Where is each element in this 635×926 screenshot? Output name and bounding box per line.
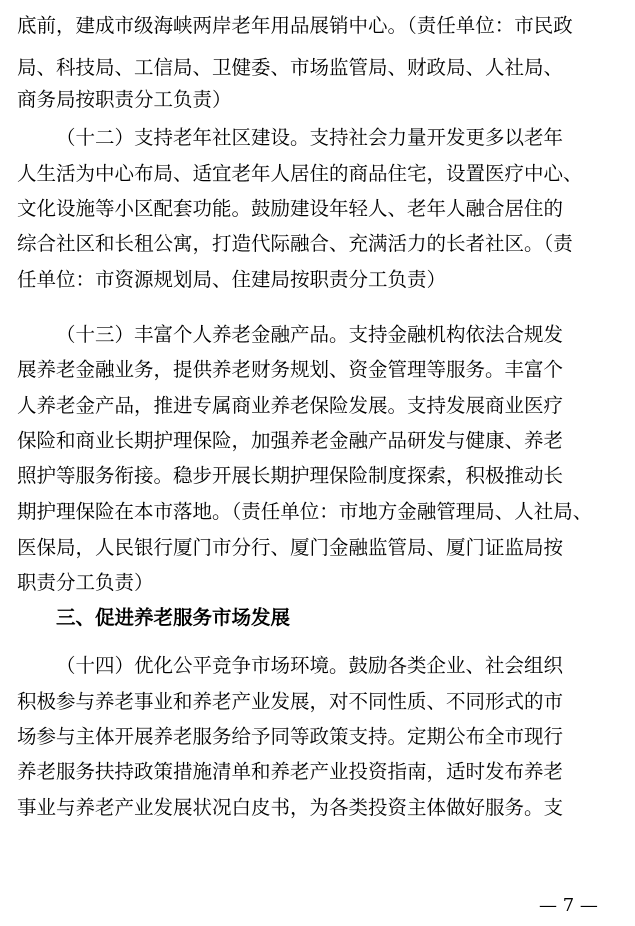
paragraph-12-title-line: （十二）支持老年社区建设。支持社会力量开发更多以老年: [56, 126, 564, 149]
text-line: 积极参与养老事业和养老产业发展，对不同性质、不同形式的市: [17, 690, 564, 713]
text-line: 人养老金产品，推进专属商业养老保险发展。支持发展商业医疗: [17, 394, 564, 417]
text-line: 事业与养老产业发展状况白皮书，为各类投资主体做好服务。支: [17, 796, 564, 819]
text-line: 局、科技局、工信局、卫健委、市场监管局、财政局、人社局、: [17, 56, 564, 79]
text-line: 医保局，人民银行厦门市分行、厦门金融监管局、厦门证监局按: [17, 536, 564, 559]
text-line: 展养老金融业务，提供养老财务规划、资金管理等服务。丰富个: [17, 358, 564, 381]
text-line: 职责分工负责）: [17, 571, 154, 594]
text-line: 养老服务扶持政策措施清单和养老产业投资指南，适时发布养老: [17, 760, 564, 783]
text-line: 人生活为中心布局、适宜老年人居住的商品住宅，设置医疗中心、: [17, 162, 583, 185]
text-line: 底前，建成市级海峡两岸老年用品展销中心。（责任单位：市民政: [17, 14, 573, 37]
paragraph-13-title-line: （十三）丰富个人养老金融产品。支持金融机构依法合规发: [56, 323, 564, 346]
paragraph-14-title-line: （十四）优化公平竞争市场环境。鼓励各类企业、社会组织: [56, 654, 564, 677]
text-line: 综合社区和长租公寓，打造代际融合、充满活力的长者社区。（责: [17, 232, 573, 255]
section-heading: 三、促进养老服务市场发展: [56, 606, 291, 629]
text-line: 场参与主体开展养老服务给予同等政策支持。定期公布全市现行: [17, 725, 564, 748]
text-line: 照护等服务衔接。稳步开展长期护理保险制度探索，积极推动长: [17, 464, 564, 487]
text-line: 商务局按职责分工负责）: [17, 88, 232, 111]
text-line: 文化设施等小区配套功能。鼓励建设年轻人、老年人融合居住的: [17, 197, 564, 220]
text-line: 保险和商业长期护理保险，加强养老金融产品研发与健康、养老: [17, 429, 564, 452]
text-line: 期护理保险在本市落地。（责任单位：市地方金融管理局、人社局、: [17, 500, 593, 523]
text-line: 任单位：市资源规划局、住建局按职责分工负责）: [17, 268, 447, 291]
page-number: — 7 —: [539, 895, 598, 916]
